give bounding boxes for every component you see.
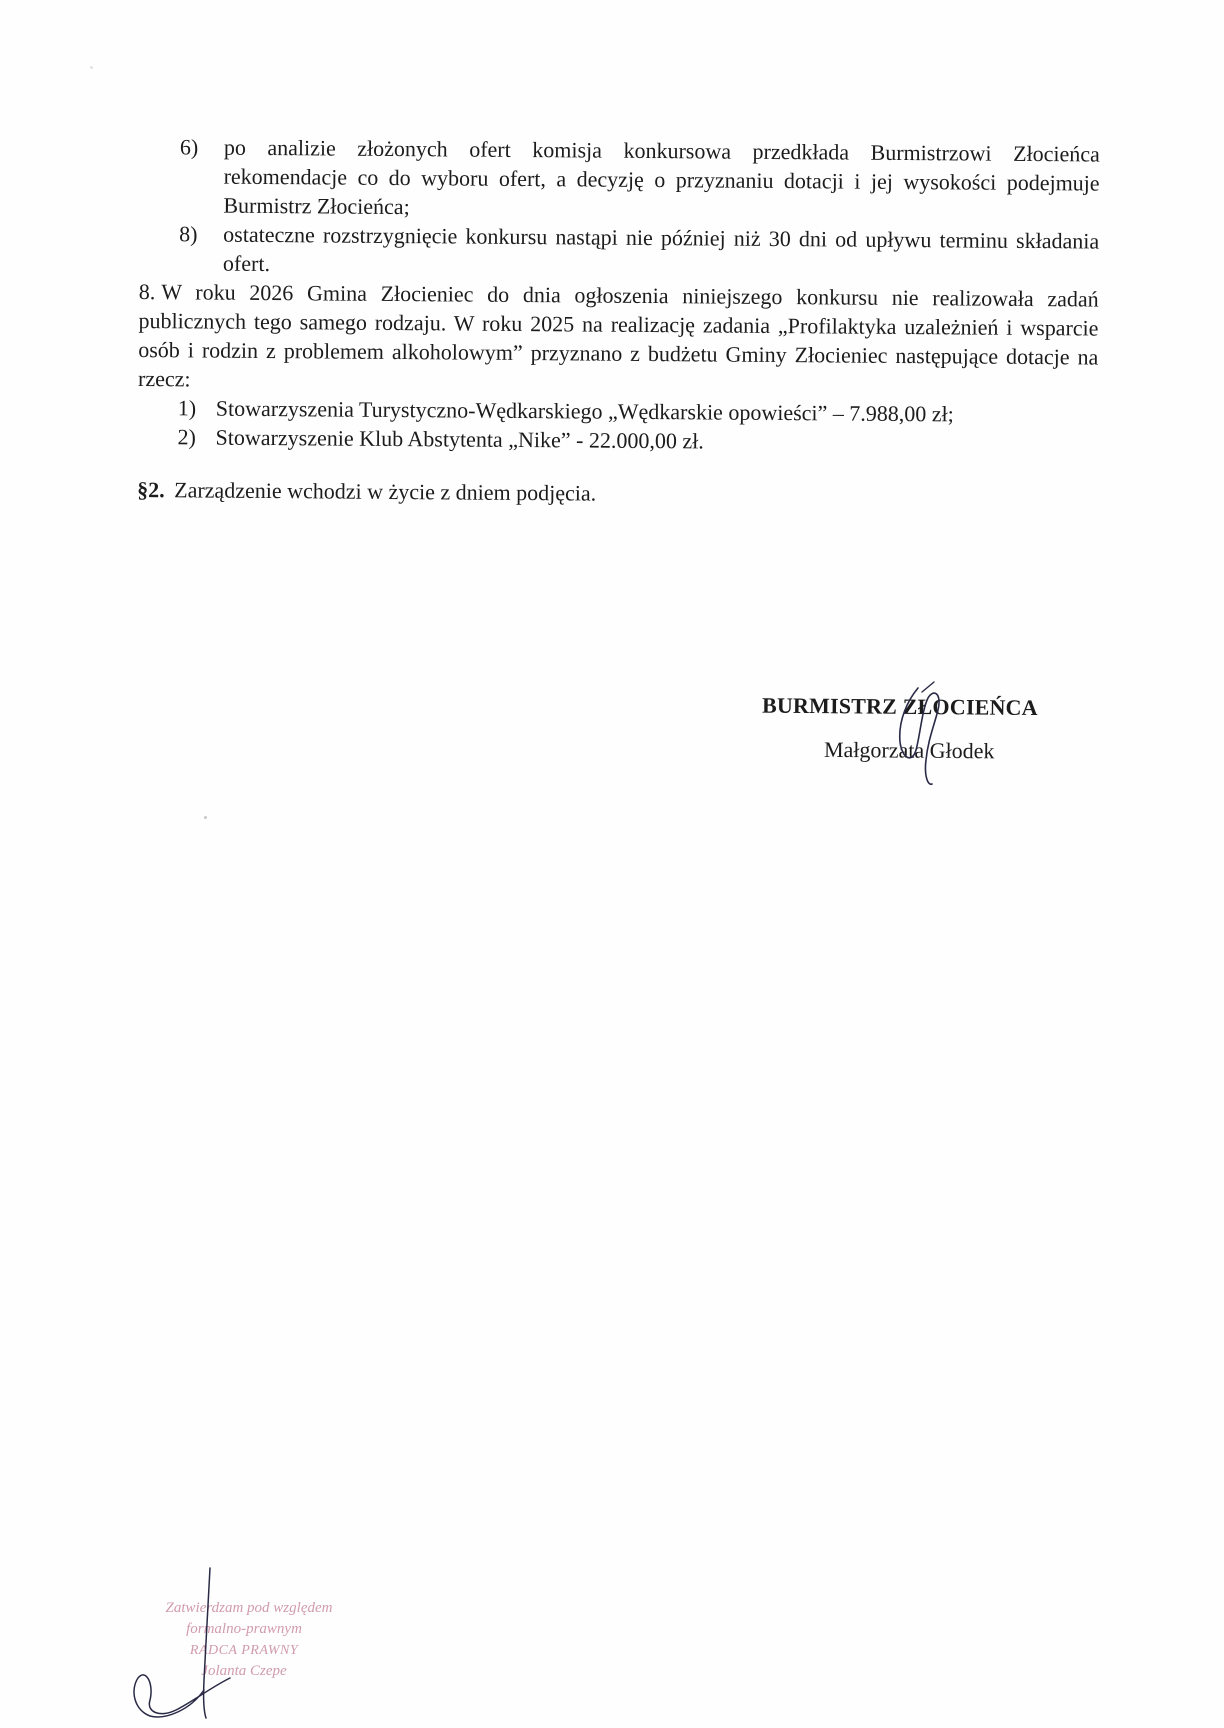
list-item-text: po analizie złożonych ofert komisja konkursowa przedkłada Burmistrzowi Złocieńca rekomendacje co do wyboru ofert, a decyzję o przyznaniu dotacji i jej wysokości podejmuje Burmistrz Złocieńca; bbox=[223, 134, 1100, 220]
grant-text: Stowarzyszenia Turystyczno-Wędkarskiego „Wędkarskie opowieści” – 7.988,00 zł; bbox=[215, 395, 954, 427]
scan-speck bbox=[204, 816, 207, 819]
section-text: Zarządzenie wchodzi w życie z dniem podjęcia. bbox=[174, 477, 597, 506]
stamp-signature bbox=[80, 1560, 380, 1720]
signature-block bbox=[762, 694, 1082, 764]
stamp-line: Jolanta Czepe bbox=[201, 1663, 287, 1679]
grant-number: 1) bbox=[177, 395, 197, 421]
grant-text: Stowarzyszenie Klub Abstytenta „Nike” - 22.000,00 zł. bbox=[215, 424, 704, 454]
stamp-line: RADCA PRAWNY bbox=[189, 1643, 299, 1658]
list-item-number: 6) bbox=[179, 134, 199, 160]
handwritten-signature bbox=[878, 680, 968, 790]
grants-list bbox=[137, 393, 1097, 459]
scan-speck bbox=[90, 66, 93, 69]
section-symbol: §2. bbox=[137, 476, 165, 503]
document-body bbox=[137, 132, 1100, 512]
paragraph-number: 8. bbox=[138, 278, 156, 305]
list-item bbox=[139, 219, 1099, 285]
list-item-number: 8) bbox=[179, 221, 198, 247]
paragraph-text: W roku 2026 Gmina Złocieniec do dnia ogłoszenia niniejszego konkursu nie realizowała zadań publicznych tego samego rodzaju. W roku 2025 na realizację zadania „Profilaktyka uzależnień i wsparcie osób i rodzin z problemem alkoholowym” przyznano z budżetu Gminy Złocieniec następujące dotacje na rzecz: bbox=[137, 279, 1099, 392]
grant-item bbox=[137, 422, 1097, 459]
stamp-line: formalno-prawnym bbox=[186, 1621, 302, 1637]
legal-approval-stamp bbox=[80, 1560, 380, 1720]
signature-name: Małgorzata Głodek bbox=[823, 736, 995, 764]
signature-title: BURMISTRZ ZŁOCIEŃCA bbox=[761, 692, 1038, 721]
paragraph-8 bbox=[138, 277, 1099, 401]
grant-number: 2) bbox=[177, 424, 197, 450]
stamp-line: Zatwierdzam pod względem bbox=[165, 1600, 333, 1616]
section-2 bbox=[137, 475, 1097, 512]
list-item bbox=[139, 132, 1100, 227]
list-item-text: ostateczne rozstrzygnięcie konkursu nastąpi nie później niż 30 dni od upływu terminu składania ofert. bbox=[222, 221, 1100, 277]
